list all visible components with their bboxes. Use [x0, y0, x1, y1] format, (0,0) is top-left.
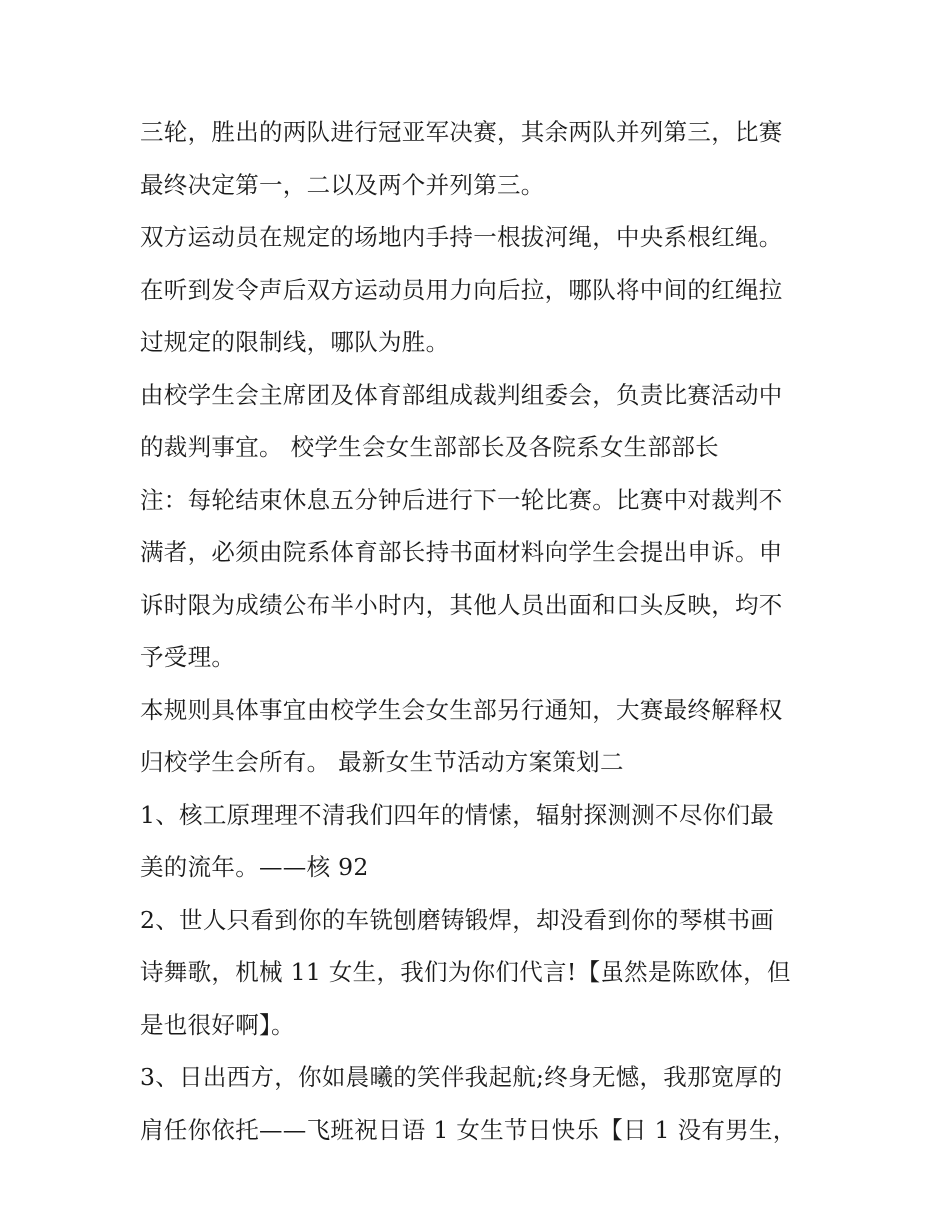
text-line: 2、世人只看到你的车铣刨磨铸锻焊，却没看到你的琴棋书画 — [140, 905, 775, 934]
text-line: 肩任你依托——飞班祝日语 1 女生节日快乐【日 1 没有男生， — [140, 1115, 797, 1144]
text-line: 由校学生会主席团及体育部组成裁判组委会，负责比赛活动中 — [140, 380, 783, 409]
text-line: 诉时限为成绩公布半小时内，其他人员出面和口头反映，均不 — [140, 590, 783, 619]
text-line: 3、日出西方，你如晨曦的笑伴我起航;终身无憾，我那宽厚的 — [140, 1063, 783, 1091]
text-line: 美的流年。——核 92 — [140, 853, 369, 881]
text-line: 予受理。 — [140, 643, 236, 671]
text-line: 三轮，胜出的两队进行冠亚军决赛，其余两队并列第三，比赛 — [140, 118, 783, 146]
text-line: 归校学生会所有。 最新女生节活动方案策划二 — [140, 748, 624, 776]
text-line: 1、核工原理理不清我们四年的情愫，辐射探测测不尽你们最 — [140, 800, 775, 829]
text-line: 过规定的限制线，哪队为胜。 — [140, 328, 450, 356]
text-line: 的裁判事宜。 校学生会女生部部长及各院系女生部部长 — [140, 433, 719, 461]
text-line: 双方运动员在规定的场地内手持一根拔河绳，中央系根红绳。 — [140, 223, 783, 251]
text-line: 是也很好啊】。 — [140, 1010, 295, 1039]
text-line: 满者，必须由院系体育部长持书面材料向学生会提出申诉。申 — [140, 538, 783, 566]
text-line: 最终决定第一，二以及两个并列第三。 — [140, 170, 545, 199]
document-body — [140, 106, 820, 1156]
text-line: 本规则具体事宜由校学生会女生部另行通知，大赛最终解释权 — [140, 695, 783, 724]
text-line: 在听到发令声后双方运动员用力向后拉，哪队将中间的红绳拉 — [140, 275, 783, 304]
text-line: 诗舞歌，机械 11 女生，我们为你们代言!【虽然是陈欧体，但 — [140, 958, 791, 986]
text-line: 注：每轮结束休息五分钟后进行下一轮比赛。比赛中对裁判不 — [140, 485, 783, 514]
